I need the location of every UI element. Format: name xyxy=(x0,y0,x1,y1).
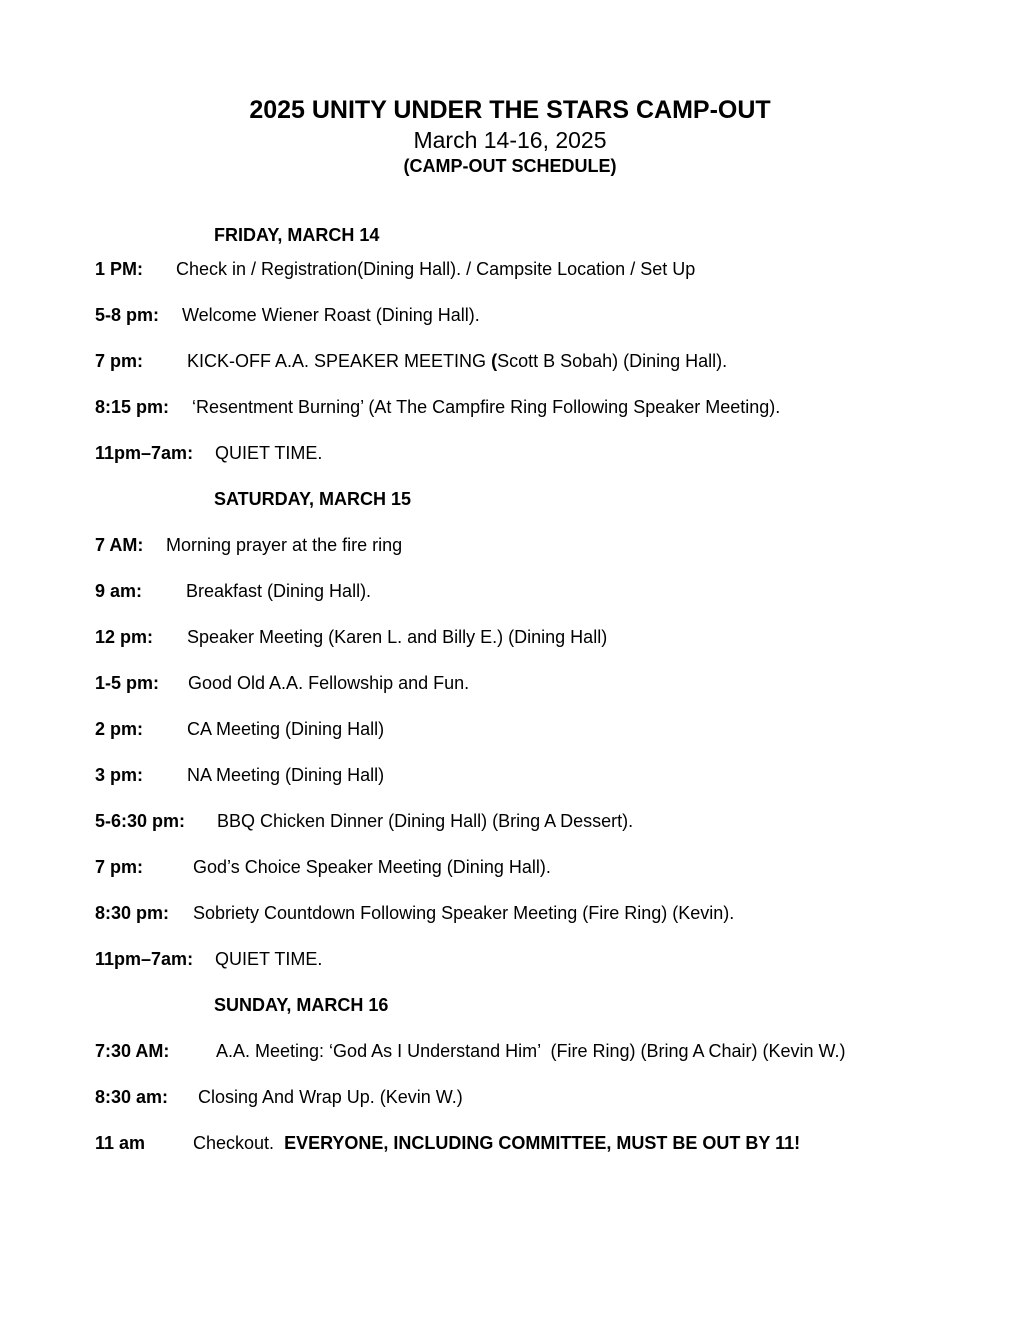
schedule-time: 3 pm: xyxy=(95,765,144,785)
schedule-item xyxy=(0,624,1020,650)
event-dates: March 14-16, 2025 xyxy=(413,127,607,153)
schedule-description: ‘Resentment Burning’ (At The Campfire Ring Following Speaker Meeting). xyxy=(192,397,781,417)
checkout-notice: EVERYONE, INCLUDING COMMITTEE, MUST BE OUT BY 11! xyxy=(284,1133,801,1153)
schedule-item xyxy=(0,900,1020,926)
document-title: 2025 UNITY UNDER THE STARS CAMP-OUT xyxy=(249,96,771,124)
schedule-item xyxy=(0,578,1020,604)
schedule-item xyxy=(0,808,1020,834)
schedule-time: 1 PM: xyxy=(95,259,144,279)
schedule-description: Morning prayer at the fire ring xyxy=(166,535,403,555)
schedule-item xyxy=(0,1084,1020,1110)
day-heading-label: SATURDAY, MARCH 15 xyxy=(214,489,412,509)
schedule-description: CA Meeting (Dining Hall) xyxy=(187,719,385,739)
schedule-item xyxy=(0,854,1020,880)
day-heading-sunday xyxy=(0,992,1020,1018)
schedule-item xyxy=(0,302,1020,328)
schedule-time: 11 am xyxy=(95,1133,146,1153)
schedule-item xyxy=(0,762,1020,788)
schedule-item xyxy=(0,256,1020,282)
schedule-item xyxy=(0,1038,1020,1064)
schedule-description: Speaker Meeting (Karen L. and Billy E.) (Dining Hall) xyxy=(187,627,608,647)
schedule-item xyxy=(0,348,1020,374)
schedule-description: Closing And Wrap Up. (Kevin W.) xyxy=(198,1087,463,1107)
day-heading-friday xyxy=(0,222,1020,248)
schedule-description: Good Old A.A. Fellowship and Fun. xyxy=(188,673,470,693)
schedule-description: Breakfast (Dining Hall). xyxy=(186,581,372,601)
schedule-description-bold-paren: ( xyxy=(491,351,498,371)
schedule-description: QUIET TIME. xyxy=(215,949,323,969)
schedule-time: 5-6:30 pm: xyxy=(95,811,186,831)
schedule-description xyxy=(187,348,727,374)
schedule-item xyxy=(0,532,1020,558)
schedule-time: 11pm–7am: xyxy=(95,443,194,463)
schedule-time: 8:15 pm: xyxy=(95,397,170,417)
schedule-description: A.A. Meeting: ‘God As I Understand Him’ (Fire Ring) (Bring A Chair) (Kevin W.) xyxy=(216,1041,846,1061)
schedule-time: 7 AM: xyxy=(95,535,144,555)
schedule-description: BBQ Chicken Dinner (Dining Hall) (Bring A Dessert). xyxy=(217,811,634,831)
schedule-time: 12 pm: xyxy=(95,627,154,647)
schedule-time: 11pm–7am: xyxy=(95,949,194,969)
schedule-time: 5-8 pm: xyxy=(95,305,160,325)
schedule-time: 8:30 am: xyxy=(95,1087,169,1107)
schedule-item xyxy=(0,1130,1020,1156)
schedule-description: Welcome Wiener Roast (Dining Hall). xyxy=(182,305,480,325)
schedule-time: 2 pm: xyxy=(95,719,144,739)
schedule-time: 9 am: xyxy=(95,581,143,601)
schedule-description xyxy=(193,1130,800,1156)
document-subtitle: (CAMP-OUT SCHEDULE) xyxy=(403,156,617,176)
schedule-description: God’s Choice Speaker Meeting (Dining Hall). xyxy=(193,857,551,877)
schedule-description-part: Scott B Sobah) (Dining Hall). xyxy=(497,351,728,371)
schedule-time: 8:30 pm: xyxy=(95,903,170,923)
schedule-description: NA Meeting (Dining Hall) xyxy=(187,765,385,785)
schedule-time: 7 pm: xyxy=(95,857,144,877)
schedule-time: 7 pm: xyxy=(95,351,144,371)
day-heading-label: SUNDAY, MARCH 16 xyxy=(214,995,389,1015)
schedule-item xyxy=(0,946,1020,972)
schedule-time: 7:30 AM: xyxy=(95,1041,170,1061)
schedule-item xyxy=(0,394,1020,420)
checkout-label: Checkout. xyxy=(193,1133,275,1153)
schedule-item xyxy=(0,716,1020,742)
schedule-item xyxy=(0,440,1020,466)
schedule-time: 1-5 pm: xyxy=(95,673,160,693)
day-heading-saturday xyxy=(0,486,1020,512)
schedule-description-part: KICK-OFF A.A. SPEAKER MEETING xyxy=(187,351,492,371)
schedule-description: Check in / Registration(Dining Hall). / Campsite Location / Set Up xyxy=(176,259,696,279)
schedule-item xyxy=(0,670,1020,696)
day-heading-label: FRIDAY, MARCH 14 xyxy=(214,225,380,245)
schedule-description: QUIET TIME. xyxy=(215,443,323,463)
schedule-description: Sobriety Countdown Following Speaker Meeting (Fire Ring) (Kevin). xyxy=(193,903,735,923)
